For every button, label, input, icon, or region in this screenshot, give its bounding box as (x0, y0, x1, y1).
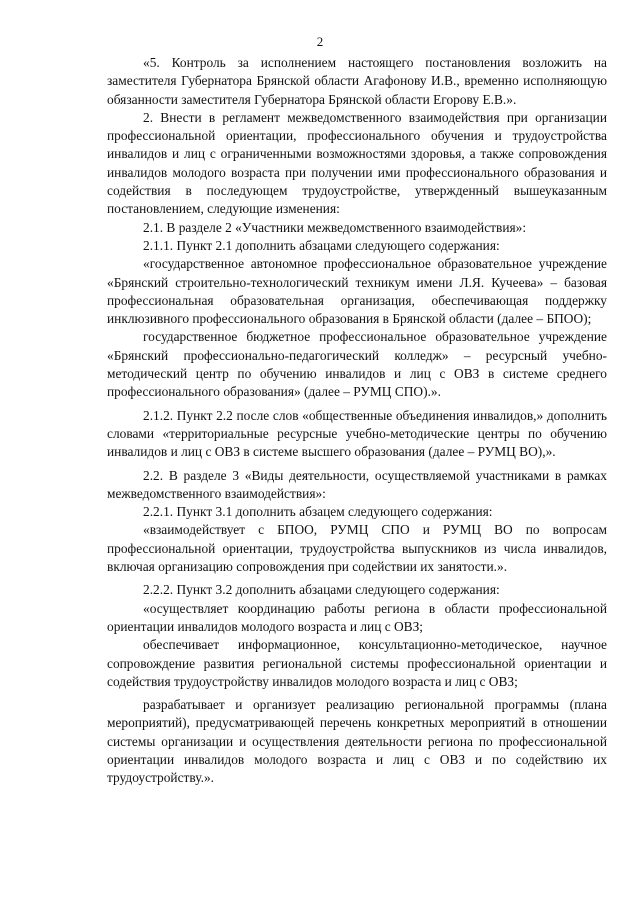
paragraph: «государственное автономное профессиональное образовательное учреждение «Брянский строительно-технологический техникум имени Л.Я. Кучеева» – базовая профессиональная образовательная организация, обеспечивающая поддержку инклюзивного профессионального образования в Брянской области (далее – БПОО); (107, 256, 607, 327)
paragraph: разрабатывает и организует реализацию региональной программы (плана мероприятий), предусматривающей перечень конкретных мероприятий в отношении системы организации и осуществления деятельности региона по профессиональной ориентации инвалидов молодого возраста и лиц с ОВЗ и по содействию их трудоустройству.». (107, 697, 607, 786)
paragraph: «взаимодействует с БПОО, РУМЦ СПО и РУМЦ ВО по вопросам профессиональной ориентации, трудоустройства выпускников из числа инвалидов, включая организацию сопровождения при содействии их занятости.». (107, 522, 607, 575)
paragraph: 2. Внести в регламент межведомственного взаимодействия при организации профессиональной ориентации, профессионального обучения и трудоустройства инвалидов и лиц с ограниченными возможностями здоровья, а также сопровождения инвалидов молодого возраста при получении ими профессионального образования и содействия в последующем трудоустройстве, утвержденный вышеуказанным постановлением, следующие изменения: (107, 109, 607, 217)
page-number: 2 (316, 34, 324, 49)
paragraph: 2.1. В разделе 2 «Участники межведомственного взаимодействия»: (143, 219, 527, 235)
document-body (107, 54, 607, 788)
paragraph: государственное бюджетное профессиональное образовательное учреждение «Брянский профессионально-педагогический колледж» – ресурсный учебно-методический центр по обучению инвалидов и лиц с ОВЗ в системе среднего профессионального образования» (далее – РУМЦ СПО).». (107, 329, 607, 400)
paragraph: обеспечивает информационное, консультационно-методическое, научное сопровождение развития региональной системы профессиональной ориентации и содействия трудоустройству инвалидов молодого возраста и лиц с ОВЗ; (107, 637, 607, 689)
paragraph: 2.2. В разделе 3 «Виды деятельности, осуществляемой участниками в рамках межведомственного взаимодействия»: (107, 467, 607, 501)
paragraph: 2.1.2. Пункт 2.2 после слов «общественные объединения инвалидов,» дополнить словами «территориальные ресурсные учебно-методические центры по обучению инвалидов и лиц с ОВЗ в системе высшего образования (далее – РУМЦ ВО),». (107, 407, 607, 460)
paragraph: 2.2.1. Пункт 3.1 дополнить абзацем следующего содержания: (143, 504, 493, 520)
paragraph: «осуществляет координацию работы региона в области профессиональной ориентации инвалидов молодого возраста и лиц с ОВЗ; (107, 600, 607, 634)
paragraph: 2.1.1. Пункт 2.1 дополнить абзацами следующего содержания: (143, 237, 500, 253)
paragraph: 2.2.2. Пункт 3.2 дополнить абзацами следующего содержания: (143, 582, 500, 598)
paragraph: «5. Контроль за исполнением настоящего постановления возложить на заместителя Губернатора Брянской области Агафонову И.В., временно исполняющую обязанности заместителя Губернатора Брянской области Егорову Е.В.». (107, 55, 607, 107)
